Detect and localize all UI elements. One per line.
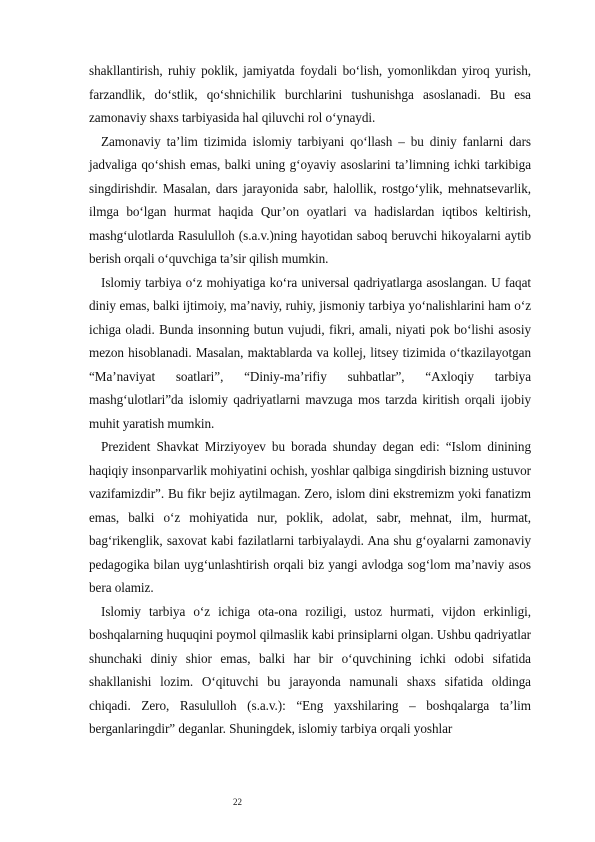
paragraph-3: Islomiy tarbiya o‘z mohiyatiga ko‘ra universal qadriyatlarga asoslangan. U faqat diniy emas, balki ijtimoiy, ma’naviy, ruhiy, jismoniy tarbiya yo‘nalishlarini ham o‘z ichiga oladi. Bunda insonning butun vujudi, fikri, amali, niyati pok bo‘lishi asosiy mezon hisoblanadi. Masalan, maktablarda va kollej, litsey tizimida o‘tkazilayotgan “Ma’naviyat soatlari”, “Diniy-ma’rifiy suhbatlar”, “Axloqiy tarbiya mashg‘ulotlari”da islomiy qadriyatlarni mavzuga mos tarzda kiritish orqali ijobiy muhit yaratish mumkin.: [89, 274, 531, 431]
body-text: [89, 59, 531, 741]
paragraph-2: Zamonaviy ta’lim tizimida islomiy tarbiyani qo‘llash – bu diniy fanlarni dars jadvaliga qo‘shish emas, balki uning g‘oyaviy asoslarini ta’limning ichki tarkibiga singdirishdir. Masalan, dars jarayonida sabr, halollik, rostgo‘ylik, mehnatsevarlik, ilmga bo‘lgan hurmat haqida Qur’on oyatlari va hadislardan iqtibos keltirish, mashg‘ulotlarda Rasululloh (s.a.v.)ning hayotidan saboq beruvchi hikoyalarni aytib berish orqali o‘quvchiga ta’sir qilish mumkin.: [89, 133, 531, 266]
paragraph-1: shakllantirish, ruhiy poklik, jamiyatda foydali bo‘lish, yomonlikdan yiroq yurish, farzandlik, do‘stlik, qo‘shnichilik burchlarini tushunishga asoslanadi. Bu esa zamonaviy shaxs tarbiyasida hal qiluvchi rol o‘ynaydi.: [89, 63, 531, 125]
paragraph-5: Islomiy tarbiya o‘z ichiga ota-ona roziligi, ustoz hurmati, vijdon erkinligi, boshqalarning huquqini poymol qilmaslik kabi prinsiplarni olgan. Ushbu qadriyatlar shunchaki diniy shior emas, balki har bir o‘quvchining ichki odobi sifatida shakllanishi lozim. O‘qituvchi bu jarayonda namunali shaxs sifatida oldinga chiqadi. Zero, Rasululloh (s.a.v.): “Eng yaxshilaring – boshqalarga ta’lim berganlaringdir” deganlar. Shuningdek, islomiy tarbiya orqali yoshlar: [89, 603, 531, 736]
page-number: 22: [233, 797, 242, 807]
paragraph-4: Prezident Shavkat Mirziyoyev bu borada shunday degan edi: “Islom dinining haqiqiy insonparvarlik mohiyatini ochish, yoshlar qalbiga singdirish bizning ustuvor vazifamizdir”. Bu fikr bejiz aytilmagan. Zero, islom dini ekstremizm yoki fanatizm emas, balki o‘z mohiyatida nur, poklik, adolat, sabr, mehnat, ilm, hurmat, bag‘rikenglik, saxovat kabi fazilatlarni tarbiyalaydi. Ana shu g‘oyalarni zamonaviy pedagogika bilan uyg‘unlashtirish orqali biz yangi avlodga sog‘lom ma’naviy asos bera olamiz.: [89, 439, 531, 595]
